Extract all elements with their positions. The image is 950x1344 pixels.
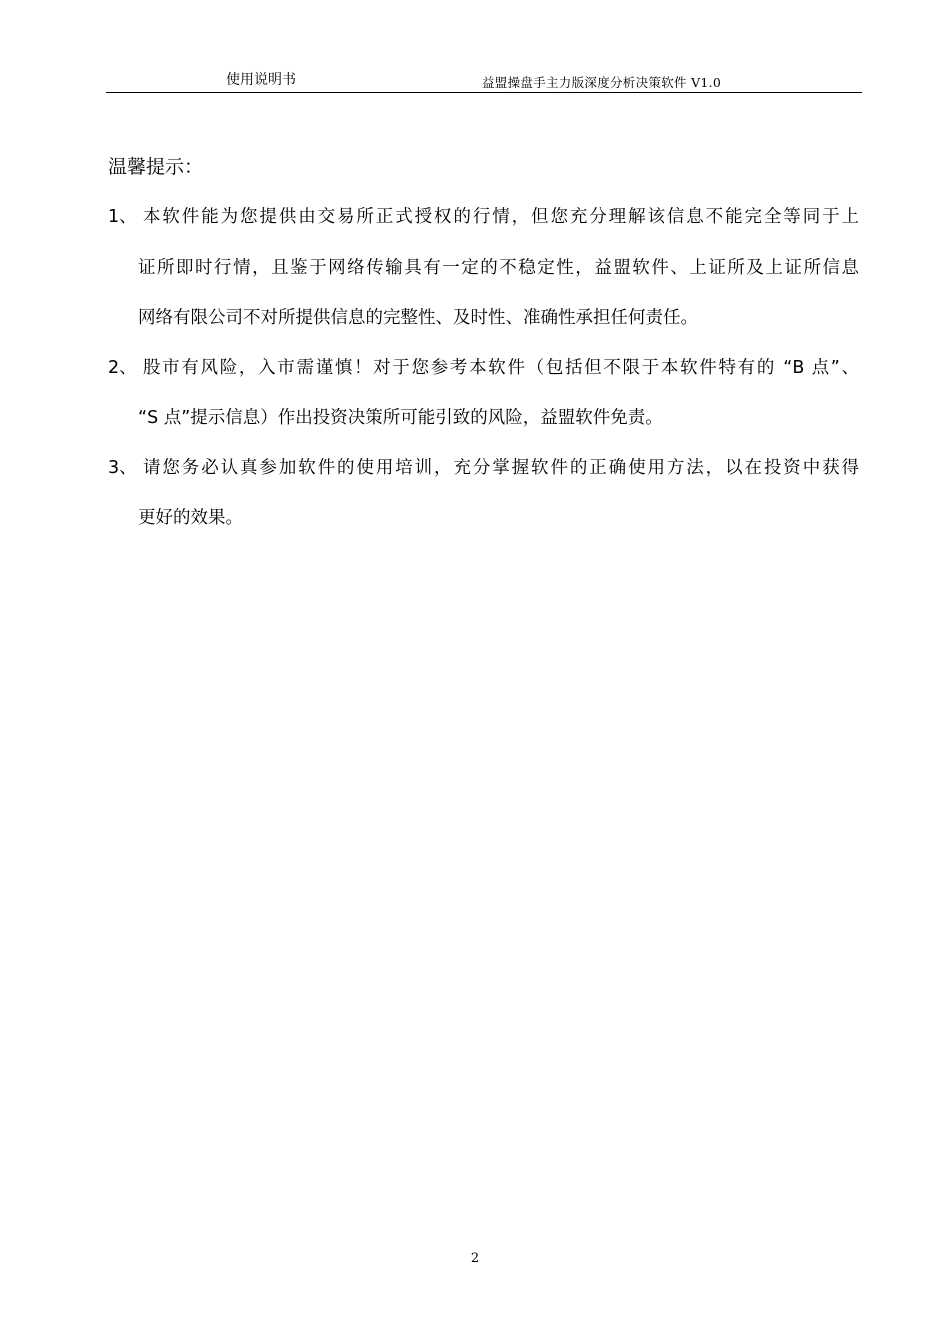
item-1-line-1: 本软件能为您提供由交易所正式授权的行情，但您充分理解该信息不能完全等同于上 [143,207,859,227]
item-2-line-2: “S 点”提示信息）作出投资决策所可能引致的风险，益盟软件免责。 [138,408,663,428]
item-number-3: 3、 [108,458,137,478]
item-3-line-1: 请您务必认真参加软件的使用培训，充分掌握软件的正确使用方法，以在投资中获得 [143,458,859,478]
item-number-1: 1、 [108,207,137,227]
item-1-line-2: 证所即时行情，且鉴于网络传输具有一定的不稳定性，益盟软件、上证所及上证所信息 [138,258,859,278]
page-number: 2 [470,1251,480,1266]
header-product-name: 益盟操盘手主力版深度分析决策软件 V1.0 [482,75,722,90]
item-3-line-2: 更好的效果。 [138,508,243,528]
notice-title: 温馨提示： [108,156,204,178]
item-1-line-3: 网络有限公司不对所提供信息的完整性、及时性、准确性承担任何责任。 [138,308,698,328]
page-header [106,66,862,93]
item-2-line-1: 股市有风险，入市需谨慎！对于您参考本软件（包括但不限于本软件特有的 “B 点”、 [143,358,859,378]
item-number-2: 2、 [108,358,137,378]
header-manual-title: 使用说明书 [226,72,296,88]
